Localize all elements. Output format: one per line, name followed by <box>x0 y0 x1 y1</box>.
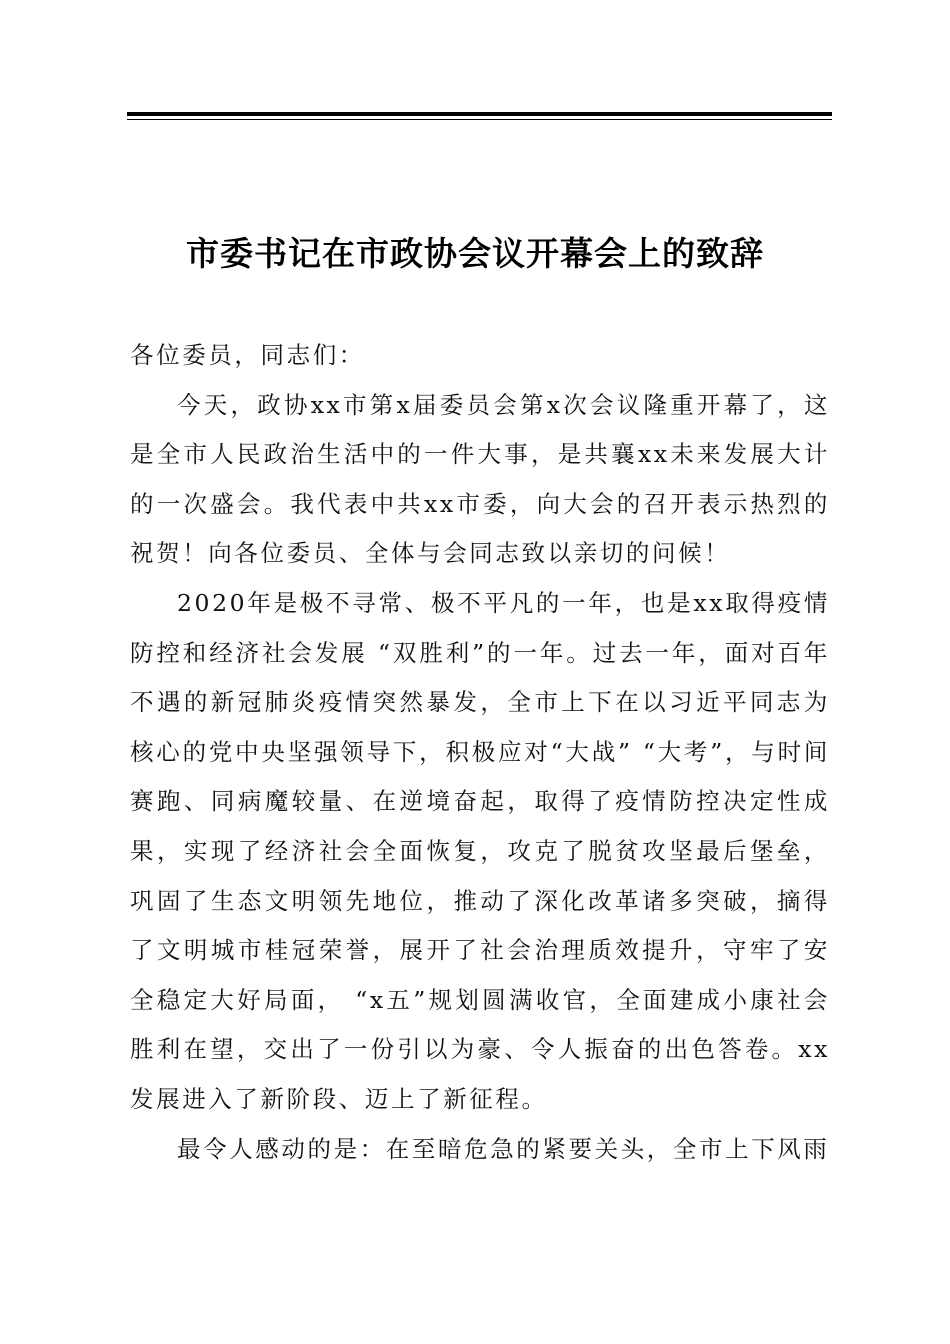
header-double-rule-thin <box>127 119 832 120</box>
document-body <box>130 331 830 1174</box>
header-double-rule-thick <box>127 112 832 116</box>
paragraph-2: 2020年是极不寻常、极不平凡的一年，也是xx取得疫情防控和经济社会发展 “双胜利”的一年。过去一年，面对百年不遇的新冠肺炎疫情突然暴发，全市上下在以习近平同志为核心的党中央坚强领导下，积极应对“大战” “大考”，与时间赛跑、同病魔较量、在逆境奋起，取得了疫情防控决定性成果，实现了经济社会全面恢复，攻克了脱贫攻坚最后堡垒，巩固了生态文明领先地位，推动了深化改革诸多突破，摘得了文明城市桂冠荣誉，展开了社会治理质效提升，守牢了安全稳定大好局面， “x五”规划圆满收官，全面建成小康社会胜利在望，交出了一份引以为豪、令人振奋的出色答卷。xx发展进入了新阶段、迈上了新征程。 <box>130 588 830 1113</box>
salutation: 各位委员，同志们： <box>130 341 365 369</box>
document-title: 市委书记在市政协会议开幕会上的致辞 <box>186 234 764 273</box>
paragraph-1: 今天，政协xx市第x届委员会第x次会议隆重开幕了，这是全市人民政治生活中的一件大事，是共襄xx未来发展大计的一次盛会。我代表中共xx市委，向大会的召开表示热烈的祝贺！向各位委员、全体与会同志致以亲切的问候！ <box>130 390 830 568</box>
paragraph-3: 最令人感动的是：在至暗危急的紧要关头，全市上下风雨 <box>177 1134 830 1163</box>
